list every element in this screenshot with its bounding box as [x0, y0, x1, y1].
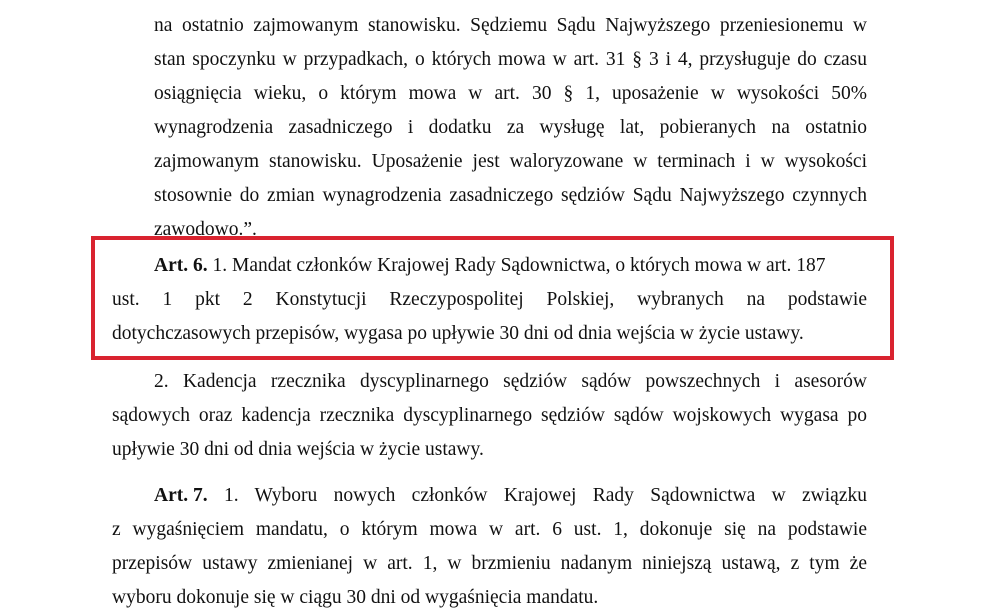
article-6-heading: Art. 6.	[154, 255, 208, 276]
text-line: 2. Kadencja rzecznika dyscyplinarnego sędziów sądów powszechnych i asesorów	[154, 371, 867, 392]
text-line: 1. Mandat członków Krajowej Rady Sądownictwa, o których mowa w art. 187	[207, 255, 826, 276]
text-line: sądowych oraz kadencja rzecznika dyscyplinarnego sędziów sądów wojskowych wygasa po	[112, 405, 867, 426]
text-line: stan spoczynku w przypadkach, o których mowa w art. 31 § 3 i 4, przysługuje do czasu	[154, 49, 867, 70]
article-7-heading: Art. 7.	[154, 485, 208, 506]
text-line: wyboru dokonuje się w ciągu 30 dni od wygaśnięcia mandatu.	[112, 587, 599, 608]
text-line: na ostatnio zajmowanym stanowisku. Sędziemu Sądu Najwyższego przeniesionemu w	[154, 15, 867, 36]
text-line: upływie 30 dni od dnia wejścia w życie ustawy.	[112, 439, 484, 460]
text-line: wynagrodzenia zasadniczego i dodatku za wysługę lat, pobieranych na ostatnio	[154, 117, 867, 138]
text-line: zajmowanym stanowisku. Uposażenie jest waloryzowane w terminach i w wysokości	[154, 151, 867, 172]
text-line: zawodowo.”.	[154, 219, 257, 240]
text-line: osiągnięcia wieku, o którym mowa w art. 30 § 1, uposażenie w wysokości 50%	[154, 83, 867, 104]
text-line: przepisów ustawy zmienianej w art. 1, w brzmieniu nadanym niniejszą ustawą, z tym że	[112, 553, 867, 574]
text-line: ust. 1 pkt 2 Konstytucji Rzeczypospolitej Polskiej, wybranych na podstawie	[112, 289, 867, 310]
text-line: z wygaśnięciem mandatu, o którym mowa w art. 6 ust. 1, dokonuje się na podstawie	[112, 519, 867, 540]
article-7-first-line	[154, 484, 867, 508]
text-line: stosownie do zmian wynagrodzenia zasadniczego sędziów Sądu Najwyższego czynnych	[154, 185, 867, 206]
article-6-first-line	[154, 254, 867, 278]
text-line: 1. Wyboru nowych członków Krajowej Rady Sądownictwa w związku	[207, 485, 867, 506]
text-line: dotychczasowych przepisów, wygasa po upływie 30 dni od dnia wejścia w życie ustawy.	[112, 323, 804, 344]
